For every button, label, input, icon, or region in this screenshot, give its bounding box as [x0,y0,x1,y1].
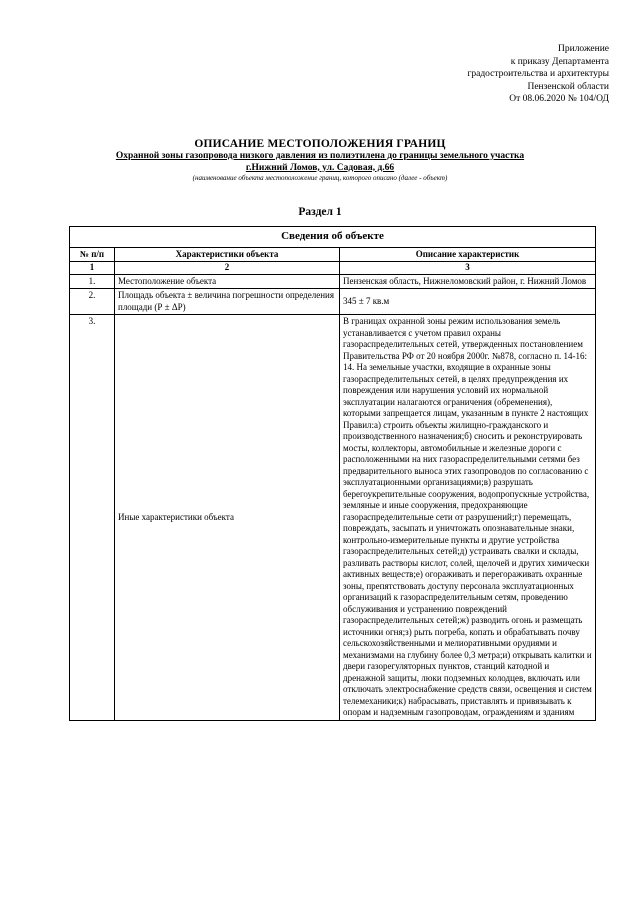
header-characteristic: Характеристики объекта [115,247,340,262]
row-description: Пензенская область, Нижнеломовский район, г. Нижний Ломов [340,274,596,289]
table-header-row [70,247,596,262]
column-number-row [70,262,596,275]
table-row [70,274,596,289]
row-characteristic: Местоположение объекта [115,274,340,289]
appendix-line: Пензенской области [527,81,609,92]
appendix-line: От 08.06.2020 № 104/ОД [509,94,609,104]
document-title: ОПИСАНИЕ МЕСТОПОЛОЖЕНИЯ ГРАНИЦ [194,138,446,150]
appendix-block [309,43,609,106]
appendix-line: Приложение [558,44,609,54]
row-description: В границах охранной зоны режим использования земель устанавливается с учетом правил охраны газораспределительных сетей, утвержденных постановлением Правительства РФ от 20 ноября 2000г. №878, согласно п. 14-16: 14. На земельные участки, входящие в охранные зоны газораспределительных сетей, в целях предупреждения их повреждения или нарушения условий их нормальной эксплуатации налагаются ограничения (обременения), которыми запрещается лицам, указанным в пункте 2 настоящих Правил:а) строить объекты жилищно-гражданского и производственного назначения;б) сносить и реконструировать мосты, коллекторы, автомобильные и железные дороги с расположенными на них газораспределительными сетями без предварительного выноса этих газопроводов по согласованию с эксплуатационными организациями;в) разрушать берегоукрепительные сооружения, водопропускные устройства, земляные и иные сооружения, предохраняющие газораспределительные сети от разрушений;г) перемещать, повреждать, засыпать и уничтожать опознавательные знаки, контрольно-измерительные пункты и другие устройства газораспределительных сетей;д) устраивать свалки и склады, разливать растворы кислот, солей, щелочей и других химически активных веществ;е) огораживать и перегораживать охранные зоны, препятствовать доступу персонала эксплуатационных организаций к газораспределительным сетям, проведению обслуживания и устранению повреждений газораспределительных сетей;ж) разводить огонь и размещать источники огня;з) рыть погреба, копать и обрабатывать почву сельскохозяйственными и мелиоративными орудиями и механизмами на глубину более 0,3 метра;и) открывать калитки и двери газорегуляторных пунктов, станций катодной и дренажной защиты, люки подземных колодцев, включать или отключать электроснабжение средств связи, освещения и систем телемеханики;к) набрасывать, приставлять и привязывать к опорам и надземным газопроводам, ограждениям и зданиям [340,315,596,721]
subject-note: (наименование объекта местоположение границ, которого описано (далее - объект) [192,174,448,182]
row-number: 1. [70,274,115,289]
table-caption: Сведения об объекте [70,227,596,248]
header-description: Описание характеристик [340,247,596,262]
row-characteristic: Иные характеристики объекта [115,315,340,721]
row-number: 2. [70,289,115,315]
section-title: Раздел 1 [298,206,342,218]
appendix-line: к приказу Департамента [510,56,609,67]
subject-address: г.Нижний Ломов, ул. Садовая, д.66 [245,162,395,173]
table-row [70,289,596,315]
column-number: 3 [340,262,596,275]
subject-line: Охранной зоны газопровода низкого давления из полиэтилена до границы земельного участка [115,151,525,161]
title-block [60,137,580,183]
appendix-line: градостроительства и архитектуры [467,69,609,79]
header-number: № п/п [70,247,115,262]
table-row [70,315,596,721]
row-characteristic: Площадь объекта ± величина погрешности определения площади (Р ± ΔР) [115,289,340,315]
row-description: 345 ± 7 кв.м [340,289,596,315]
object-info-table [69,226,596,721]
column-number: 2 [115,262,340,275]
column-number: 1 [70,262,115,275]
row-number: 3. [70,315,115,721]
